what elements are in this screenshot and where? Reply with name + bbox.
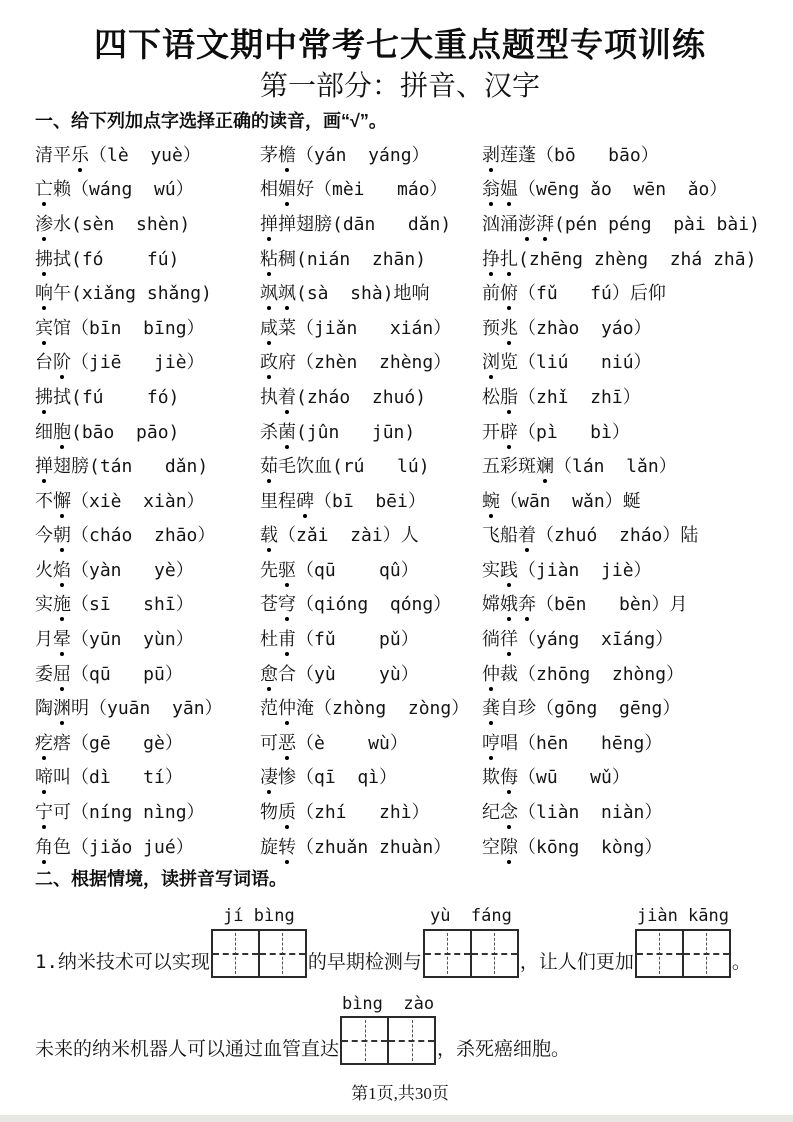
writing-cell [342,1018,389,1063]
word-entry: 委屈（qū pū） [35,660,260,686]
dotted-character: 翁 [482,175,500,201]
dotted-character: 穹 [278,590,296,616]
section1-heading: 一、给下列加点字选择正确的读音，画“√”。 [35,111,387,132]
dotted-character: 亡 [35,175,53,201]
word-entry: 里程碑（bī bēi） [260,487,482,513]
pinyin-label: bìng zào [341,993,435,1014]
dotted-character: 响 [35,279,53,305]
word-entry: 杀菌(jûn jūn) [260,418,482,444]
scan-edge [0,1115,793,1122]
dotted-character: 宾 [35,314,53,340]
dotted-character: 阶 [53,348,71,374]
sentence-text: 未来的纳米机器人可以通过血管直达 [35,1038,340,1061]
pinyin-write-box-group [635,906,731,977]
dotted-character: 挣 [482,245,500,271]
pinyin-write-box-group [423,906,519,977]
dotted-character: 晕 [53,625,71,651]
word-entry: 苍穹（qióng qóng） [260,590,482,616]
dotted-character: 驱 [278,556,296,582]
word-entry: 仲裁（zhōng zhòng） [482,660,765,686]
sentence-text: 1.纳米技术可以实现 [35,950,210,973]
sentence-text: 。 [731,950,751,973]
word-entry: 松脂（zhǐ zhī） [482,383,765,409]
word-entry: 嫦娥奔（bēn bèn）月 [482,590,765,616]
dotted-character: 湃 [536,210,554,236]
word-entry: 纪念（liàn niàn） [482,798,765,824]
dotted-character: 凄 [260,763,278,789]
dotted-character: 掸 [260,210,278,236]
word-entry: 空隙（kōng kòng） [482,833,765,859]
dotted-character: 兆 [500,314,518,340]
word-entry: 掸翅膀(tán dǎn) [35,452,260,478]
dotted-character: 宁 [35,798,53,824]
word-entry: 欺侮（wū wǔ） [482,763,765,789]
word-entry: 月晕（yūn yùn） [35,625,260,651]
page-title: 四下语文期中常考七大重点题型专项训练 [94,26,706,63]
dotted-character: 奔 [518,590,536,616]
word-entry: 宁可（níng nìng） [35,798,260,824]
word-entry: 剥莲蓬（bō bāo） [482,141,765,167]
dotted-character: 剥 [482,141,500,167]
dotted-character: 碑 [296,487,314,513]
writing-box-row [635,929,731,978]
word-entry: 徜徉（yáng xīáng） [482,625,765,651]
question-1-line-1 [35,906,765,977]
dotted-character: 屈 [53,660,71,686]
word-entry: 拂拭(fú fó) [35,383,260,409]
dotted-character: 咸 [260,314,278,340]
dotted-character: 隙 [500,833,518,859]
word-entry: 杜甫（fǔ pǔ） [260,625,482,651]
word-entry: 汹涌澎湃(pén péng pài bài) [482,210,765,236]
dotted-character: 徉 [500,625,518,651]
sentence-text: ，杀死癌细胞。 [437,1038,571,1061]
dotted-character: 拂 [35,245,53,271]
word-entry: 范仲淹（zhòng zòng） [260,694,482,720]
pinyin-label: jí bìng [223,906,295,927]
word-entry: 相媚好（mèi máo） [260,175,482,201]
writing-box-row [211,929,307,978]
dotted-character: 蜿 [482,487,500,513]
word-entry: 咸菜（jiǎn xián） [260,314,482,340]
dotted-character: 仲 [278,694,296,720]
word-entry: 浏览（liú niú） [482,348,765,374]
dotted-character: 扎 [500,245,518,271]
word-entry: 旋转（zhuǎn zhuàn） [260,833,482,859]
word-entry: 政府（zhèn zhèng） [260,348,482,374]
word-entry: 物质（zhí zhì） [260,798,482,824]
dotted-character: 施 [53,590,71,616]
word-entry: 掸掸翅膀(dān dǎn) [260,210,482,236]
word-entry: 响午(xiǎng shǎng) [35,279,260,305]
dotted-character: 檐 [278,141,296,167]
word-entry: 清平乐（lè yuè） [35,141,260,167]
word-entry: 角色（jiǎo jué） [35,833,260,859]
word-entry: 愈合（yù yù） [260,660,482,686]
word-entry: 翁媪（wēng ǎo wēn ǎo） [482,175,765,201]
dotted-character: 转 [278,833,296,859]
dotted-character: 浏 [482,348,500,374]
dotted-character: 哼 [482,729,500,755]
word-entry: 哼唱（hēn hēng） [482,729,765,755]
word-entry: 今朝（cháo zhāo） [35,521,260,547]
dotted-character: 脂 [500,383,518,409]
dotted-character: 掸 [35,452,53,478]
dotted-character: 质 [278,798,296,824]
dotted-character: 角 [35,833,53,859]
dotted-character: 茹 [260,452,278,478]
dotted-character: 粘 [260,245,278,271]
dotted-character: 拂 [35,383,53,409]
writing-cell [637,931,684,976]
word-entry: 拂拭(fó fú) [35,245,260,271]
word-entry: 五彩斑斓（lán lǎn） [482,452,765,478]
pinyin-label: yù fáng [429,906,512,927]
word-entry: 凄惨（qī qì） [260,763,482,789]
dotted-character: 载 [260,521,278,547]
word-entry: 细胞(bāo pāo) [35,418,260,444]
pinyin-choice-grid [35,136,765,862]
dotted-character: 飒 [278,279,296,305]
dotted-character: 渗 [35,210,53,236]
dotted-character: 媚 [278,175,296,201]
word-entry: 开辟（pì bì） [482,418,765,444]
writing-cell [213,931,260,976]
word-entry: 实施（sī shī） [35,590,260,616]
dotted-character: 念 [500,798,518,824]
word-entry: 粘稠(nián zhān) [260,245,482,271]
word-entry: 挣扎(zhēng zhèng zhá zhā) [482,245,765,271]
word-entry: 亡赖（wáng wú） [35,175,260,201]
word-entry: 不懈（xiè xiàn） [35,487,260,513]
word-entry: 茹毛饮血(rú lú) [260,452,482,478]
dotted-character: 渊 [53,694,71,720]
dotted-character: 焰 [53,556,71,582]
word-entry: 火焰（yàn yè） [35,556,260,582]
dotted-character: 恶 [278,729,296,755]
writing-box-row [340,1016,436,1065]
word-entry: 先驱（qū qû） [260,556,482,582]
word-entry: 实践（jiàn jiè） [482,556,765,582]
question-1-line-2 [35,994,765,1065]
word-entry: 执着(zháo zhuó) [260,383,482,409]
dotted-character: 俯 [500,279,518,305]
word-entry: 疙瘩（gē gè） [35,729,260,755]
dotted-character: 愈 [260,660,278,686]
dotted-character: 乐 [71,141,89,167]
dotted-character: 践 [500,556,518,582]
writing-cell [684,931,729,976]
dotted-character: 飒 [260,279,278,305]
page-subtitle: 第一部分：拼音、汉字 [259,70,540,102]
word-entry: 前俯（fǔ fú）后仰 [482,279,765,305]
dotted-character: 着 [518,521,536,547]
word-entry: 飒飒(sà shà)地响 [260,279,482,305]
writing-cell [389,1018,434,1063]
dotted-character: 朝 [53,521,71,547]
dotted-character: 辟 [500,418,518,444]
dotted-character: 斓 [536,452,554,478]
writing-cell [472,931,517,976]
word-entry: 陶渊明（yuān yān） [35,694,260,720]
dotted-character: 娥 [500,590,518,616]
word-entry: 可恶（è wù） [260,729,482,755]
dotted-character: 胞 [53,418,71,444]
dotted-character: 啼 [35,763,53,789]
word-entry: 蜿（wān wǎn）蜒 [482,487,765,513]
dotted-character: 懈 [53,487,71,513]
dotted-character: 政 [260,348,278,374]
pinyin-write-box-group [340,994,436,1065]
word-entry: 茅檐（yán yáng） [260,141,482,167]
writing-box-row [423,929,519,978]
word-entry: 飞船着（zhuó zháo）陆 [482,521,765,547]
dotted-character: 着 [278,383,296,409]
word-entry: 宾馆（bīn bīng） [35,314,260,340]
pinyin-write-box-group [211,906,307,977]
dotted-character: 疙 [35,729,53,755]
section2-heading: 二、根据情境，读拼音写词语。 [35,868,287,889]
dotted-character: 仲 [482,660,500,686]
dotted-character: 甫 [278,625,296,651]
word-entry: 渗水(sèn shèn) [35,210,260,236]
word-entry: 龚自珍（gōng gēng） [482,694,765,720]
word-entry: 台阶（jiē jiè） [35,348,260,374]
word-entry: 载（zǎi zài）人 [260,521,482,547]
sentence-text: ，让人们更加 [519,950,634,973]
dotted-character: 澎 [518,210,536,236]
word-entry: 啼叫（dì tí） [35,763,260,789]
dotted-character: 龚 [482,694,500,720]
writing-cell [425,931,472,976]
dotted-character: 侮 [500,763,518,789]
pinyin-label: jiàn kāng [636,906,729,927]
word-entry: 预兆（zhào yáo） [482,314,765,340]
sentence-text: 的早期检测与 [307,950,422,973]
dotted-character: 菌 [278,418,296,444]
dotted-character: 媪 [500,175,518,201]
page-number: 第1页,共30页 [351,1083,449,1103]
writing-cell [260,931,305,976]
